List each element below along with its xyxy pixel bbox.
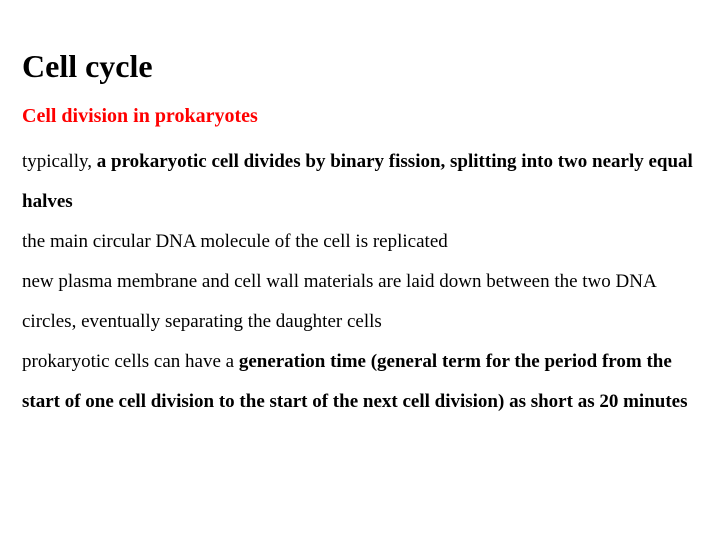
- paragraph-bold-text: generation time (general term for the period from the start of one cell division to the start of the next cell division) as short as 20 minutes: [22, 351, 688, 412]
- paragraph-generation-time: [22, 342, 696, 422]
- paragraph-binary-fission: [22, 142, 696, 222]
- paragraph-dna-replication: [22, 222, 696, 262]
- paragraph-membrane: [22, 262, 696, 342]
- slide-title: Cell cycle: [22, 48, 153, 84]
- paragraph-bold-text: a prokaryotic cell divides by binary fission, splitting into two nearly equal halves: [22, 151, 693, 212]
- paragraph-text: typically,: [22, 151, 97, 172]
- paragraph-text: the main circular DNA molecule of the cell is replicated: [22, 231, 448, 252]
- paragraph-text: new plasma membrane and cell wall materials are laid down between the two DNA circles, eventually separating the daughter cells: [22, 271, 656, 332]
- slide-subtitle: Cell division in prokaryotes: [22, 105, 258, 127]
- paragraph-text: prokaryotic cells can have a: [22, 351, 239, 372]
